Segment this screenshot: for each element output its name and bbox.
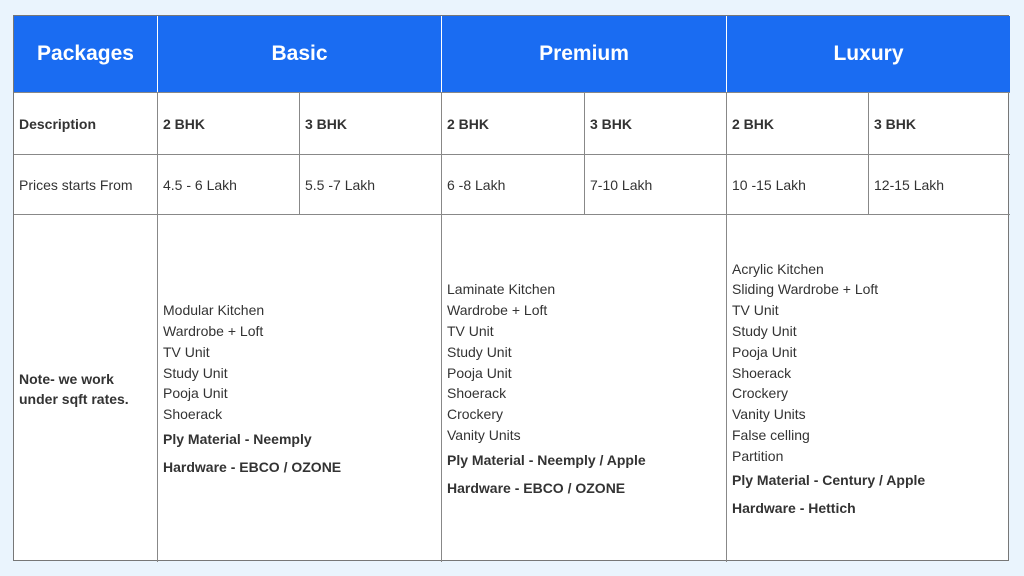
premium-feature-list: [447, 279, 726, 445]
basic-ply-material: Ply Material - Neemply: [163, 430, 312, 447]
note-cell: [14, 214, 157, 562]
list-item: Shoerack: [163, 406, 223, 423]
list-item: Pooja Unit: [732, 343, 797, 360]
list-item: Sliding Wardrobe + Loft: [732, 281, 879, 298]
list-item: Modular Kitchen: [163, 302, 265, 319]
header-basic: Basic: [157, 16, 441, 92]
header-packages: Packages: [14, 16, 157, 92]
basic-hardware: Hardware - EBCO / OZONE: [163, 458, 342, 475]
list-item: Wardrobe + Loft: [447, 302, 548, 319]
list-item: Crockery: [732, 385, 789, 402]
luxury-ply-material: Ply Material - Century / Apple: [732, 472, 926, 489]
header-luxury: Luxury: [726, 16, 1010, 92]
luxury-hardware: Hardware - Hettich: [732, 500, 856, 517]
list-item: Pooja Unit: [163, 385, 228, 402]
list-item: Study Unit: [163, 364, 228, 381]
header-premium: Premium: [441, 16, 726, 92]
list-item: Study Unit: [732, 322, 797, 339]
luxury-features: [726, 214, 1010, 562]
list-item: Vanity Units: [447, 426, 521, 443]
description-cell: 3 BHK: [584, 92, 726, 154]
note-line: under sqft rates.: [19, 390, 129, 407]
list-item: Pooja Unit: [447, 364, 512, 381]
list-item: TV Unit: [163, 343, 210, 360]
note-line: Note- we work: [19, 370, 114, 387]
premium-ply-material: Ply Material - Neemply / Apple: [447, 451, 646, 468]
list-item: Study Unit: [447, 343, 512, 360]
price-cell: 7-10 Lakh: [584, 154, 726, 214]
description-cell: 2 BHK: [157, 92, 299, 154]
luxury-feature-list: [732, 259, 1010, 467]
price-cell: 10 -15 Lakh: [726, 154, 868, 214]
description-label: Description: [14, 92, 157, 154]
list-item: TV Unit: [732, 302, 779, 319]
list-item: Laminate Kitchen: [447, 281, 556, 298]
list-item: Shoerack: [732, 364, 792, 381]
list-item: Acrylic Kitchen: [732, 260, 824, 277]
packages-table: [13, 15, 1009, 561]
premium-hardware: Hardware - EBCO / OZONE: [447, 479, 626, 496]
basic-features: [157, 214, 441, 562]
list-item: TV Unit: [447, 322, 494, 339]
list-item: Crockery: [447, 406, 504, 423]
basic-feature-list: [163, 300, 441, 425]
list-item: Partition: [732, 447, 784, 464]
description-cell: 3 BHK: [299, 92, 441, 154]
description-cell: 2 BHK: [441, 92, 584, 154]
price-cell: 4.5 - 6 Lakh: [157, 154, 299, 214]
list-item: False celling: [732, 426, 810, 443]
list-item: Shoerack: [447, 385, 507, 402]
list-item: Vanity Units: [732, 406, 806, 423]
price-cell: 12-15 Lakh: [868, 154, 1010, 214]
description-cell: 2 BHK: [726, 92, 868, 154]
price-cell: 5.5 -7 Lakh: [299, 154, 441, 214]
price-cell: 6 -8 Lakh: [441, 154, 584, 214]
prices-label: Prices starts From: [14, 154, 157, 214]
list-item: Wardrobe + Loft: [163, 322, 264, 339]
description-cell: 3 BHK: [868, 92, 1010, 154]
premium-features: [441, 214, 726, 562]
